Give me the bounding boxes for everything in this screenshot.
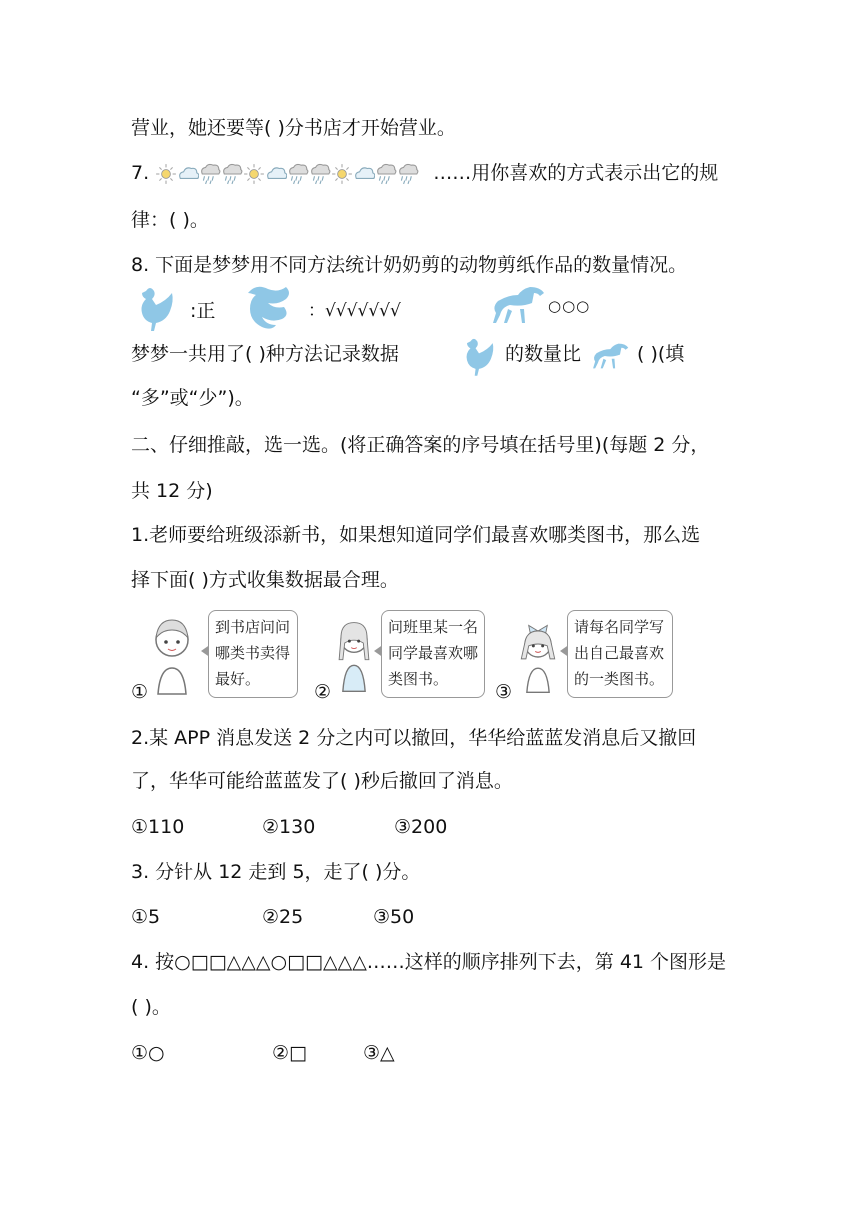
rooster-papercut-icon <box>128 285 184 331</box>
speech-bubble-1: 到书店问问 哪类书卖得 最好。 <box>208 610 298 698</box>
speech-bubble-3: 请每名同学写 出自己最喜欢 的一类图书。 <box>567 610 673 698</box>
weather-sequence <box>155 162 419 186</box>
dragon-tally: ：√√√√√√√ <box>308 301 401 321</box>
section-2-heading-continued: 共 12 分) <box>131 480 213 502</box>
girl-2-icon <box>328 616 380 696</box>
problem-4-option-3: ③△ <box>363 1042 395 1064</box>
speech-bubble-2: 问班里某一名 同学最喜欢哪 类图书。 <box>381 610 485 698</box>
question-8-ask <box>131 331 751 379</box>
problem-4-continued: ( )。 <box>131 996 171 1018</box>
rooster-papercut-small-icon <box>455 333 503 379</box>
cloud-icon <box>353 163 375 185</box>
horse-papercut-small-icon <box>591 339 631 373</box>
text-line-1: 营业，她还要等( )分书店才开始营业。 <box>131 117 456 139</box>
rain-icon <box>287 163 309 185</box>
problem-4-option-2: ②□ <box>272 1042 307 1064</box>
option-1-marker: ① <box>131 681 149 703</box>
problem-2-option-2: ②130 <box>262 816 316 838</box>
problem-3: 3. 分针从 12 走到 5，走了( )分。 <box>131 861 421 883</box>
question-7-continued: 律：( )。 <box>131 209 209 231</box>
section-2-heading: 二、仔细推敲，选一选。(将正确答案的序号填在括号里)(每题 2 分， <box>131 434 710 456</box>
problem-2-option-3: ③200 <box>394 816 448 838</box>
sun-icon <box>243 163 265 185</box>
problem-4-option-1: ①○ <box>131 1042 165 1064</box>
sun-icon <box>155 163 177 185</box>
question-8: 8. 下面是梦梦用不同方法统计奶奶剪的动物剪纸作品的数量情况。 <box>131 254 688 276</box>
rain-icon <box>375 163 397 185</box>
horse-papercut-icon <box>490 283 548 327</box>
cloud-icon <box>265 163 287 185</box>
problem-1-options <box>128 606 688 706</box>
question-7-text: ……用你喜欢的方式表示出它的规 <box>433 162 719 184</box>
sun-icon <box>331 163 353 185</box>
dragon-papercut-icon <box>240 283 298 331</box>
question-7-number: 7. <box>131 162 150 184</box>
rain-icon <box>397 163 419 185</box>
rain-icon <box>221 163 243 185</box>
problem-3-option-1: ①5 <box>131 906 161 928</box>
rain-icon <box>309 163 331 185</box>
girl-3-icon <box>512 618 564 696</box>
horse-tally: ○○○ <box>548 297 591 315</box>
problem-3-option-3: ③50 <box>373 906 415 928</box>
question-8-ask-a: 梦梦一共用了( )种方法记录数据 <box>131 343 399 365</box>
question-8-ask-b: 的数量比 <box>505 343 582 365</box>
option-3-marker: ③ <box>495 681 513 703</box>
rooster-tally: :正 <box>190 300 216 322</box>
problem-1-continued: 择下面( )方式收集数据最合理。 <box>131 569 399 591</box>
problem-3-option-2: ②25 <box>262 906 304 928</box>
tally-row <box>128 283 608 331</box>
problem-2-continued: 了，华华可能给蓝蓝发了( )秒后撤回了消息。 <box>131 770 513 792</box>
rain-icon <box>199 163 221 185</box>
problem-1: 1.老师要给班级添新书，如果想知道同学们最喜欢哪类图书，那么选 <box>131 524 701 546</box>
problem-4: 4. 按○□□△△△○□□△△△……这样的顺序排列下去，第 41 个图形是 <box>131 951 727 973</box>
problem-2-option-1: ①110 <box>131 816 185 838</box>
question-8-ask-c: ( )(填 <box>637 343 685 365</box>
problem-2: 2.某 APP 消息发送 2 分之内可以撤回，华华给蓝蓝发消息后又撤回 <box>131 727 697 749</box>
question-8-ask-continued: “多”或“少”)。 <box>131 387 254 409</box>
cloud-icon <box>177 163 199 185</box>
option-2-marker: ② <box>314 681 332 703</box>
girl-1-icon <box>144 616 200 696</box>
question-7 <box>131 161 718 186</box>
